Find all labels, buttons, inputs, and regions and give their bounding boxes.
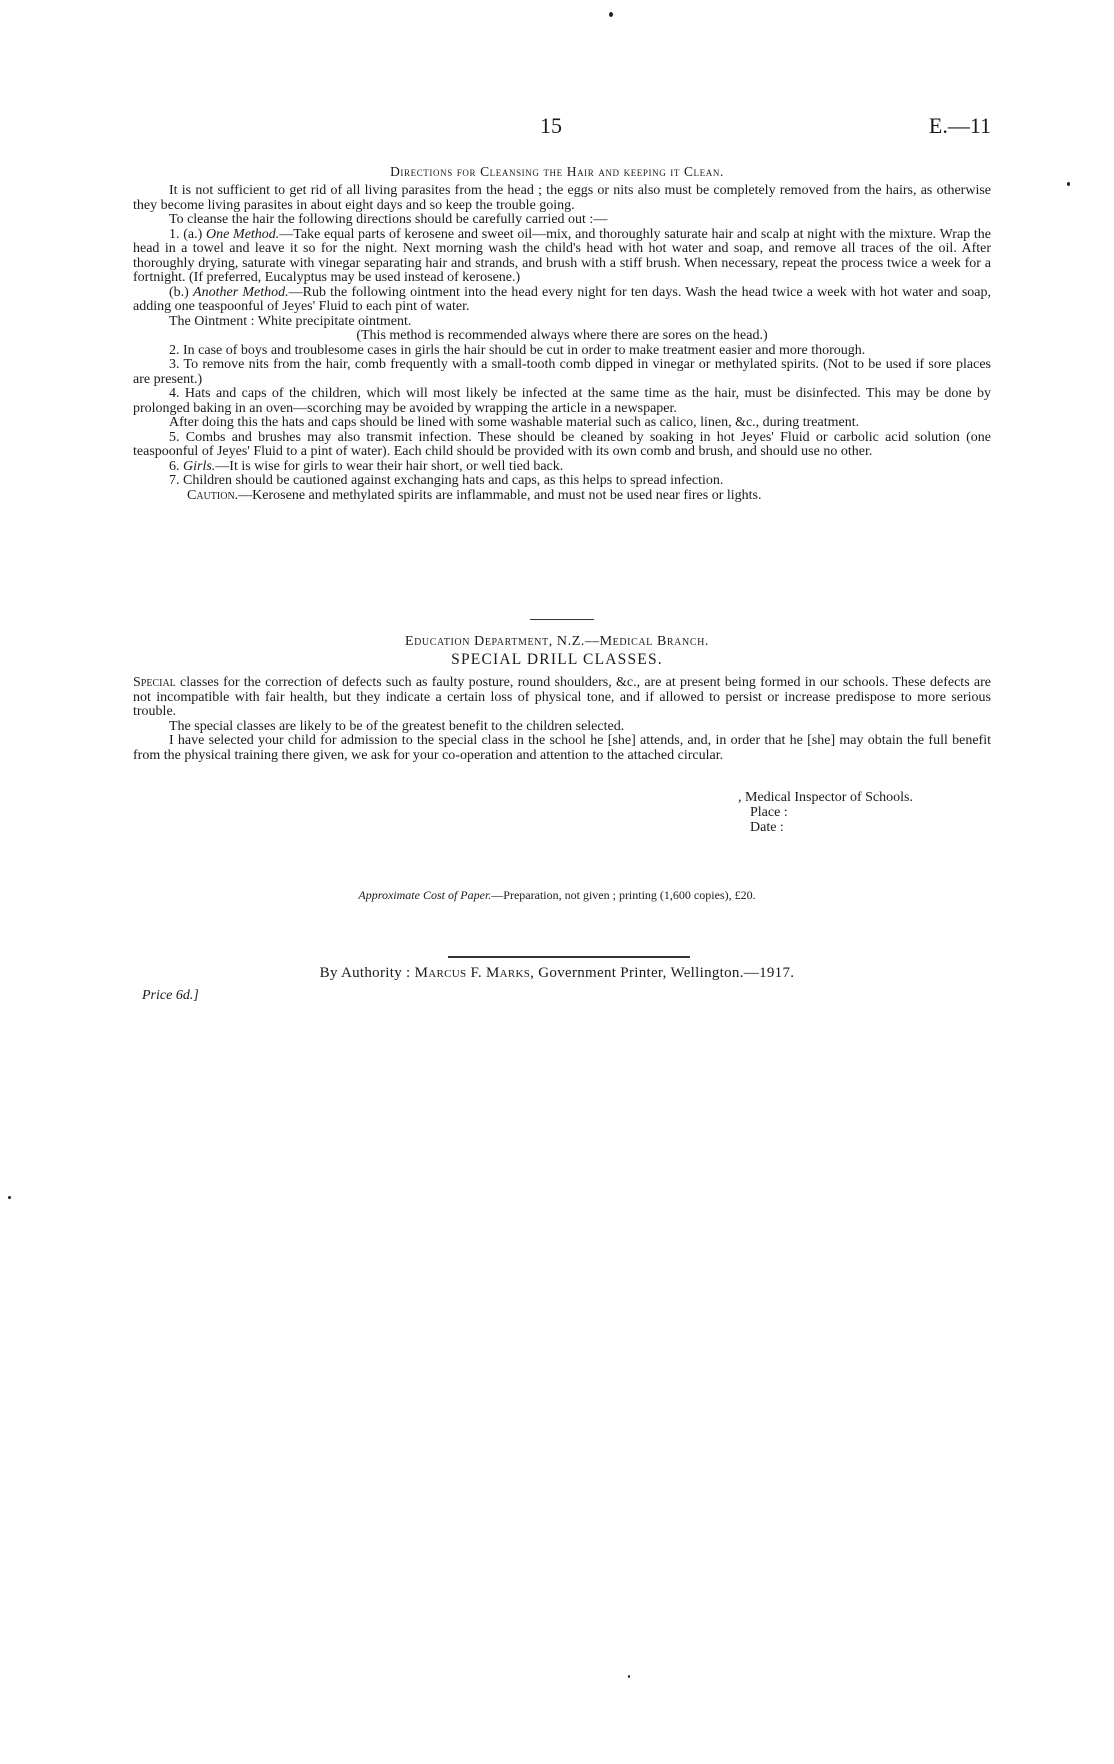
signature-block <box>738 790 913 835</box>
directions-lead: To cleanse the hair the following directions should be carefully carried out :— <box>169 212 608 227</box>
section-divider <box>530 619 594 620</box>
scan-speck <box>1067 182 1070 186</box>
imprint-rule <box>448 956 690 958</box>
drill-title: SPECIAL DRILL CLASSES. <box>451 651 663 668</box>
caution-text: —Kerosene and methylated spirits are inflammable, and must not be used near fires or lights. <box>238 487 762 503</box>
drill-para-2: The special classes are likely to be of the greatest benefit to the children selected. <box>169 718 625 734</box>
drill-para-1 <box>133 676 991 720</box>
item-4: 4. Hats and caps of the children, which will most likely be infected at the same time as the hair, must be disinfected. This may be done by prolonged baking in an oven—scorching may be avoided by wrapping the article in a newspaper. <box>133 386 991 416</box>
item-1b <box>133 286 991 315</box>
ointment-note: (This method is recommended always where there are sores on the head.) <box>356 328 768 343</box>
cost-label: Approximate Cost of Paper. <box>358 888 492 902</box>
item-6 <box>133 460 991 475</box>
item-5: 5. Combs and brushes may also transmit infection. These should be cleaned by soaking in hot Jeyes' Fluid or carbolic acid solution (one teaspoonful of Jeyes' Fluid to a pint of water). Each child should be provided with its own comb and brush, and should use no other. <box>133 429 991 459</box>
price-label: Price <box>142 988 176 1003</box>
price <box>142 988 199 1004</box>
caution-label: Caution. <box>187 487 239 503</box>
item-1a-method: One Method. <box>205 226 280 242</box>
report-code: E.—11 <box>928 113 991 138</box>
drill-para-1-lead: Special <box>133 675 176 690</box>
cost-of-paper <box>0 888 1114 903</box>
item-4-continued: After doing this the hats and caps should be lined with some washable material such as calico, linen, &c., during treatment. <box>169 415 860 430</box>
caution <box>133 489 991 504</box>
ointment-line: The Ointment : White precipitate ointment. <box>169 313 412 329</box>
item-1b-method: Another Method. <box>193 284 289 300</box>
drill-body <box>133 676 991 763</box>
scan-speck <box>8 1196 11 1199</box>
directions-body <box>133 184 991 503</box>
drill-department: Education Department, N.Z.—Medical Branch. <box>404 634 710 649</box>
directions-intro: It is not sufficient to get rid of all living parasites from the head ; the eggs or nits also must be completely removed from the hairs, as otherwise they become living parasites in about eight days and so keep the trouble going. <box>133 183 991 213</box>
scan-speck <box>609 12 613 17</box>
item-7: 7. Children should be cautioned against exchanging hats and caps, as this helps to spread infection. <box>169 473 724 488</box>
drill-para-3: I have selected your child for admission to the special class in the school he [she] attends, and, in order that he [she] may obtain the full benefit from the physical training there given, we ask for your co-operation and attention to the attached circular. <box>133 733 991 763</box>
signature-role: , Medical Inspector of Schools. <box>738 790 913 805</box>
item-6-girls: Girls. <box>183 458 216 474</box>
scan-speck <box>628 1675 630 1678</box>
directions-title: Directions for Cleansing the Hair and keeping it Clean. <box>390 164 724 179</box>
item-6-label: 6. <box>169 458 183 474</box>
imprint-printer: Marcus F. Marks <box>414 965 531 981</box>
item-1a-text: —Take equal parts of kerosene and sweet oil—mix, and thoroughly saturate hair and scalp at night with the mixture. Wrap the head in a towel and leave it so for the night. Next morning wash the child's head with hot water and soap, and remove all traces of the oil. After thoroughly drying, saturate with vinegar separating hair and strands, and brush with a stiff brush. When necessary, repeat the process twice a week for a fortnight. (If preferred, Eucalyptus may be used instead of kerosene.) <box>133 226 991 285</box>
signature-date: Date : <box>750 820 784 835</box>
item-2: 2. In case of boys and troublesome cases in girls the hair should be cut in order to make treatment easier and more thorough. <box>169 342 866 358</box>
imprint-rest: , Government Printer, Wellington.—1917. <box>530 965 795 981</box>
imprint-line <box>0 965 1114 982</box>
item-1a-label: 1. (a.) <box>169 226 206 242</box>
item-6-text: —It is wise for girls to wear their hair short, or well tied back. <box>215 458 564 474</box>
signature-place: Place : <box>750 805 788 820</box>
cost-text: —Preparation, not given ; printing (1,600 copies), £20. <box>491 888 756 902</box>
item-1a <box>133 228 991 286</box>
item-3: 3. To remove nits from the hair, comb frequently with a small-tooth comb dipped in vinegar or methylated spirits. (Not to be used if sore places are present.) <box>133 357 991 387</box>
page-number: 15 <box>540 113 562 138</box>
item-1b-label: (b.) <box>169 284 194 300</box>
imprint-lead: By Authority : <box>319 965 415 981</box>
drill-para-1-text: classes for the correction of defects such as faulty posture, round shoulders, &c., are at present being formed in our schools. These defects are not incompatible with fair health, but they indicate a certain loss of physical tone, and if allowed to persist or increase predispose to more serious trouble. <box>133 675 991 719</box>
price-value: 6d.] <box>175 988 199 1003</box>
item-1b-text: —Rub the following ointment into the head every night for ten days. Wash the head twice a week with hot water and soap, adding one teaspoonful of Jeyes' Fluid to each pint of water. <box>133 284 991 314</box>
